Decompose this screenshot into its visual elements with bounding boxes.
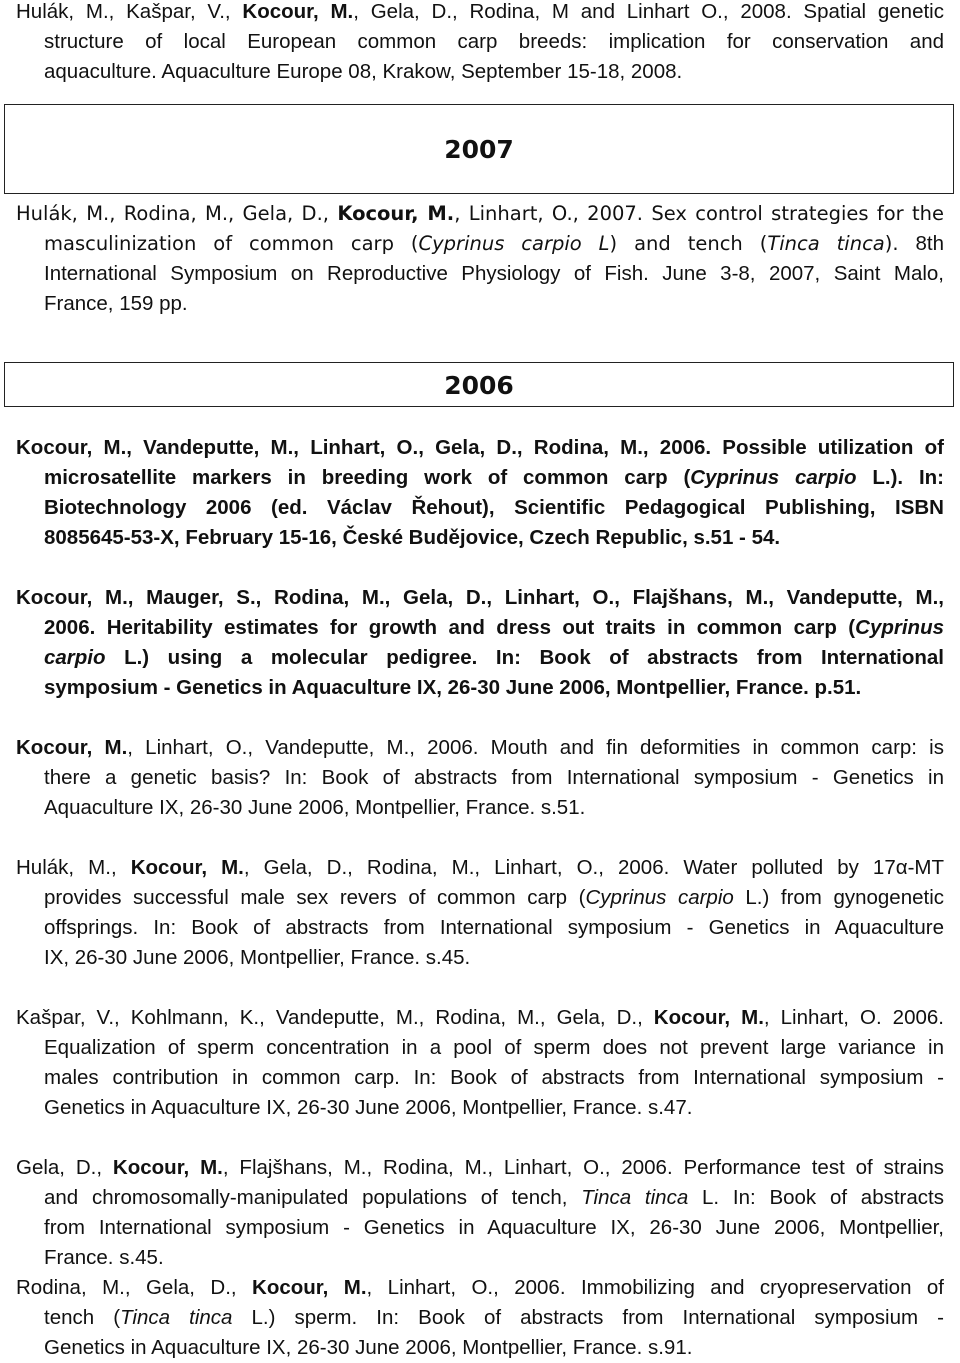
reference-text: tench ( <box>44 1306 121 1329</box>
reference-entry <box>16 733 944 823</box>
species-name: Cyprinus <box>855 616 944 639</box>
reference-entry-2008 <box>16 0 944 87</box>
reference-line: structure of local European common carp breeds: implication for conservation and <box>44 30 944 53</box>
reference-line <box>16 1153 944 1183</box>
highlighted-author: Kocour, M. <box>252 1276 367 1299</box>
reference-line: International Symposium on Reproductive Physiology of Fish. June 3-8, 2007, Saint Malo, <box>44 262 944 285</box>
reference-line: 8085645-53-X, February 15-16, České Budějovice, Czech Republic, s.51 - 54. <box>44 526 781 549</box>
species-name: carpio <box>44 646 106 669</box>
highlighted-author: Kocour, M. <box>337 202 455 225</box>
reference-text: provides successful male sex revers of common carp ( <box>44 886 586 909</box>
year-heading-2006: 2006 <box>4 362 954 407</box>
reference-text: and chromosomally-manipulated populations of tench, <box>44 1186 582 1209</box>
reference-text: microsatellite markers in breeding work of common carp ( <box>44 466 691 489</box>
reference-text: , Linhart, O., Vandeputte, M., 2006. Mouth and fin deformities in common carp: is <box>127 736 944 759</box>
reference-entry <box>16 1003 944 1123</box>
reference-line: IX, 26-30 June 2006, Montpellier, France. s.45. <box>44 946 471 969</box>
reference-entry <box>16 1153 944 1273</box>
reference-line <box>16 229 944 259</box>
authors-text: Kašpar, V., Kohlmann, K., Vandeputte, M., Rodina, M., Gela, D., <box>16 1006 654 1029</box>
reference-line: from International symposium - Genetics in Aquaculture IX, 26-30 June 2006, Montpellier, <box>44 1216 944 1239</box>
reference-text: , Linhart, O. 2006. <box>763 1006 944 1029</box>
reference-text: L.) using a molecular pedigree. In: Book of abstracts from International <box>105 646 944 669</box>
highlighted-author: Kocour, M. <box>16 736 128 759</box>
reference-text: ) and tench ( <box>609 232 768 255</box>
reference-line: Kocour, M., Vandeputte, M., Linhart, O., Gela, D., Rodina, M., 2006. Possible utilization of <box>16 436 944 459</box>
authors-text: Gela, D., <box>16 1156 113 1179</box>
reference-entry <box>16 853 944 973</box>
reference-line: Kocour, M., Mauger, S., Rodina, M., Gela, D., Linhart, O., Flajšhans, M., Vandeputte, M., <box>16 586 944 609</box>
reference-text: , Flajšhans, M., Rodina, M., Linhart, O., 2006. Performance test of strains <box>222 1156 944 1179</box>
reference-text: , Linhart, O., 2007. Sex control strategies for the <box>454 202 944 225</box>
reference-line <box>16 643 944 673</box>
reference-line <box>16 1273 944 1303</box>
reference-text: L.). In: <box>856 466 944 489</box>
reference-line <box>16 883 944 913</box>
authors-text: Hulák, M., Kašpar, V., <box>16 0 243 23</box>
reference-line: France, 159 pp. <box>44 292 188 315</box>
reference-line: France. s.45. <box>44 1246 164 1269</box>
highlighted-author: Kocour, M. <box>130 856 244 879</box>
authors-text: Rodina, M., Gela, D., <box>16 1276 253 1299</box>
highlighted-author: Kocour, M. <box>653 1006 764 1029</box>
species-name: Tinca tinca <box>120 1306 233 1329</box>
reference-text: L.) sperm. In: Book of abstracts from International symposium - <box>232 1306 945 1329</box>
reference-text: L.) from gynogenetic <box>733 886 945 909</box>
reference-line: offsprings. In: Book of abstracts from International symposium - Genetics in Aquaculture <box>44 916 944 939</box>
reference-line: males contribution in common carp. In: Book of abstracts from International symposium - <box>44 1066 944 1089</box>
reference-line <box>16 1183 944 1213</box>
reference-text: , Gela, D., Rodina, M., Linhart, O., 2006. Water polluted by 17α-MT <box>243 856 944 879</box>
authors-text: Hulák, M., Rodina, M., Gela, D., <box>16 202 338 225</box>
reference-entry <box>16 1273 944 1363</box>
reference-line: Genetics in Aquaculture IX, 26-30 June 2006, Montpellier, France. s.91. <box>44 1336 693 1359</box>
reference-line: symposium - Genetics in Aquaculture IX, 26-30 June 2006, Montpellier, France. p.51. <box>44 676 862 699</box>
year-heading-2007: 2007 <box>4 104 954 194</box>
highlighted-author: Kocour, M. <box>242 0 354 23</box>
reference-line: Aquaculture IX, 26-30 June 2006, Montpellier, France. s.51. <box>44 796 586 819</box>
reference-text: masculinization of common carp ( <box>44 232 419 255</box>
reference-text: ). <box>884 232 899 255</box>
reference-line: Genetics in Aquaculture IX, 26-30 June 2006, Montpellier, France. s.47. <box>44 1096 693 1119</box>
reference-line <box>16 853 944 883</box>
reference-line: aquaculture. Aquaculture Europe 08, Krakow, September 15-18, 2008. <box>44 60 683 83</box>
species-name: Cyprinus carpio <box>690 466 857 489</box>
reference-line <box>16 1303 944 1333</box>
reference-line <box>16 463 944 493</box>
reference-line <box>16 733 944 763</box>
reference-line: there a genetic basis? In: Book of abstracts from International symposium - Genetics in <box>44 766 944 789</box>
reference-entry <box>16 583 944 703</box>
reference-entry <box>16 433 944 553</box>
reference-text: 8th <box>915 232 945 255</box>
highlighted-author: Kocour, M. <box>112 1156 223 1179</box>
species-name: Tinca tinca <box>581 1186 689 1209</box>
reference-line: Equalization of sperm concentration in a pool of sperm does not prevent large variance in <box>44 1036 944 1059</box>
reference-line <box>16 1003 944 1033</box>
reference-line <box>16 0 944 27</box>
species-name: Tinca tinca <box>767 232 885 255</box>
reference-text: 2006. Heritability estimates for growth and dress out traits in common carp ( <box>44 616 856 639</box>
reference-entry-2007 <box>16 199 944 319</box>
species-name: Cyprinus carpio <box>585 886 734 909</box>
species-name: Cyprinus carpio L <box>418 232 610 255</box>
reference-text: , Linhart, O., 2006. Immobilizing and cryopreservation of <box>366 1276 944 1299</box>
reference-line: Biotechnology 2006 (ed. Václav Řehout), Scientific Pedagogical Publishing, ISBN <box>44 496 944 519</box>
reference-text: , Gela, D., Rodina, M and Linhart O., 2008. Spatial genetic <box>353 0 944 23</box>
reference-line <box>16 613 944 643</box>
authors-text: Hulák, M., <box>16 856 131 879</box>
reference-line <box>16 199 944 229</box>
reference-text: L. In: Book of abstracts <box>688 1186 944 1209</box>
